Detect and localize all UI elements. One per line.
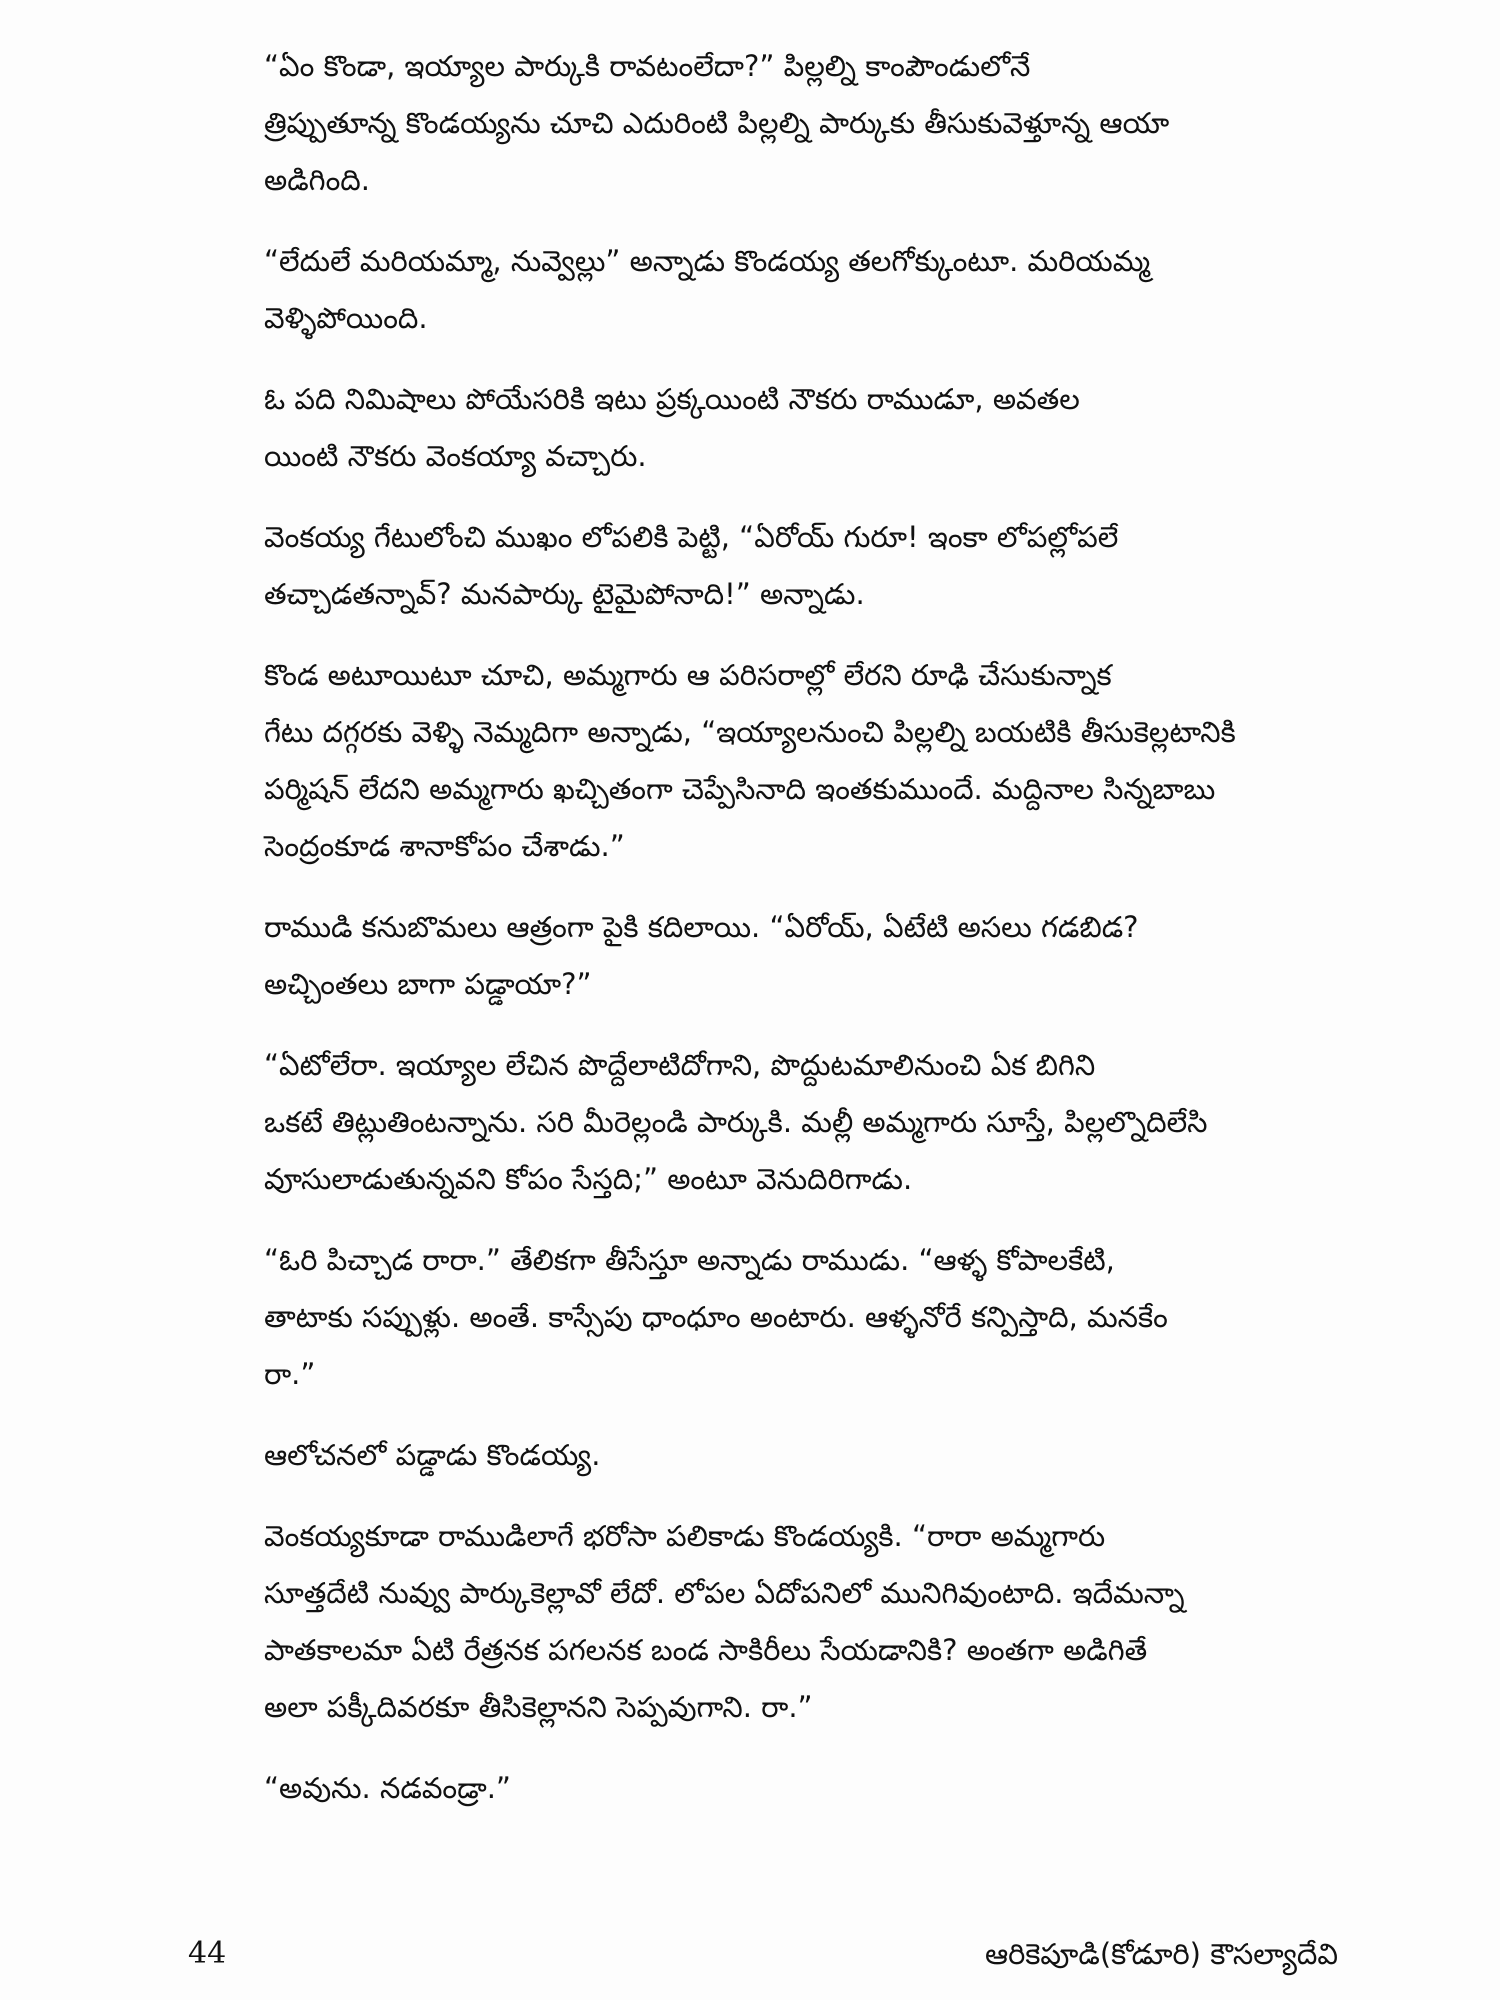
paragraph-line: పర్మిషన్ లేదని అమ్మగారు ఖచ్చితంగా చెప్పేసినాది ఇంతకుముందే. మద్దినాల సిన్నబాబు	[264, 772, 1216, 806]
paragraph-line: కొండ అటూయిటూ చూచి, అమ్మగారు ఆ పరిసరాల్లో లేరని రూఢి చేసుకున్నాక	[264, 658, 1112, 692]
paragraph	[188, 647, 1338, 875]
paragraph	[188, 509, 1338, 623]
paragraph	[188, 38, 1338, 209]
paragraph-line: తాటాకు సప్పుళ్లు. అంతే. కాస్సేపు ధాంధూం అంటారు. ఆళ్ళనోరే కన్పిస్తాది, మనకేం	[264, 1300, 1168, 1334]
paragraph	[188, 1760, 1338, 1817]
paragraph-line: వెంకయ్యకూడా రాముడిలాగే భరోసా పలికాడు కొండయ్యకి. “రారా అమ్మగారు	[264, 1519, 1106, 1553]
author-name-footer: ఆరికెపూడి(కోడూరి) కౌసల్యాదేవి	[984, 1937, 1338, 1971]
paragraph-line: రాముడి కనుబొమలు ఆత్రంగా పైకి కదిలాయి. “ఏరోయ్, ఏటేటి అసలు గడబిడ?	[264, 910, 1139, 944]
paragraph-line: సెంద్రంకూడ శానాకోపం చేశాడు.”	[264, 829, 625, 863]
paragraph-line: అడిగింది.	[264, 163, 370, 197]
paragraph-line: “అవును. నడవండ్రా.”	[264, 1771, 511, 1805]
paragraph-line: వెంకయ్య గేటులోంచి ముఖం లోపలికి పెట్టి, “ఏరోయ్ గురూ! ఇంకా లోపల్లోపలే	[264, 520, 1119, 554]
paragraph-line: ఓ పది నిమిషాలు పోయేసరికి ఇటు ప్రక్కయింటి నౌకరు రాముడూ, అవతల	[264, 382, 1080, 416]
page-footer	[188, 1932, 1338, 1976]
paragraph	[188, 899, 1338, 1013]
paragraph-line: “ఏటోలేరా. ఇయ్యాల లేచిన పొద్దేలాటిదోగాని, పొద్దుటమాలినుంచి ఏక బిగిని	[264, 1048, 1096, 1082]
paragraph-line: ఆలోచనలో పడ్డాడు కొండయ్య.	[264, 1438, 601, 1472]
paragraph-line: పాతకాలమా ఏటి రేత్రనక పగలనక బండ సాకిరీలు సేయడానికి? అంతగా అడిగితే	[264, 1633, 1148, 1667]
paragraph	[188, 233, 1338, 347]
paragraph-line: త్రిప్పుతూన్న కొండయ్యను చూచి ఎదురింటి పిల్లల్ని పార్కుకు తీసుకువెళ్తూన్న ఆయా	[264, 106, 1170, 140]
paragraph-line: యింటి నౌకరు వెంకయ్యా వచ్చారు.	[264, 439, 647, 473]
paragraph	[188, 1427, 1338, 1484]
paragraph	[188, 1232, 1338, 1403]
paragraph-line: వెళ్ళిపోయింది.	[264, 301, 428, 335]
paragraph-line: సూత్తదేటి నువ్వు పార్కుకెల్లావో లేదో. లోపల ఏదోపనిలో మునిగివుంటాది. ఇదేమన్నా	[264, 1576, 1185, 1610]
paragraph-line: “లేదులే మరియమ్మా, నువ్వెల్లు” అన్నాడు కొండయ్య తలగోక్కుంటూ. మరియమ్మ	[264, 244, 1151, 278]
paragraph-line: అచ్చింతలు బాగా పడ్డాయా?”	[264, 967, 592, 1001]
page-body	[188, 38, 1338, 1841]
paragraph-line: “ఏం కొండా, ఇయ్యాల పార్కుకి రావటంలేదా?” పిల్లల్ని కాంపౌండులోనే	[264, 49, 1031, 83]
paragraph	[188, 371, 1338, 485]
paragraph-line: తచ్చాడతన్నావ్? మనపార్కు టైమైపోనాది!” అన్నాడు.	[264, 577, 865, 611]
paragraph-line: వూసులాడుతున్నవని కోపం సేస్తది;” అంటూ వెనుదిరిగాడు.	[264, 1162, 913, 1196]
paragraph-line: అలా పక్కీదివరకూ తీసికెల్లానని సెప్పవుగాని. రా.”	[264, 1690, 813, 1724]
paragraph-line: ఒకటే తిట్లుతింటన్నాను. సరి మీరెల్లండి పార్కుకి. మల్లీ అమ్మగారు సూస్తే, పిల్లల్నొదిలేసి	[264, 1105, 1208, 1139]
paragraph	[188, 1508, 1338, 1736]
paragraph-line: “ఓరి పిచ్చాడ రారా.” తేలికగా తీసేస్తూ అన్నాడు రాముడు. “ఆళ్ళ కోపాలకేటి,	[264, 1243, 1115, 1277]
paragraph	[188, 1037, 1338, 1208]
paragraph-line: రా.”	[264, 1357, 316, 1391]
page-number: 44	[188, 1936, 227, 1971]
paragraph-line: గేటు దగ్గరకు వెళ్ళి నెమ్మదిగా అన్నాడు, “ఇయ్యాలనుంచి పిల్లల్ని బయటికి తీసుకెల్లటానికి	[264, 715, 1236, 749]
